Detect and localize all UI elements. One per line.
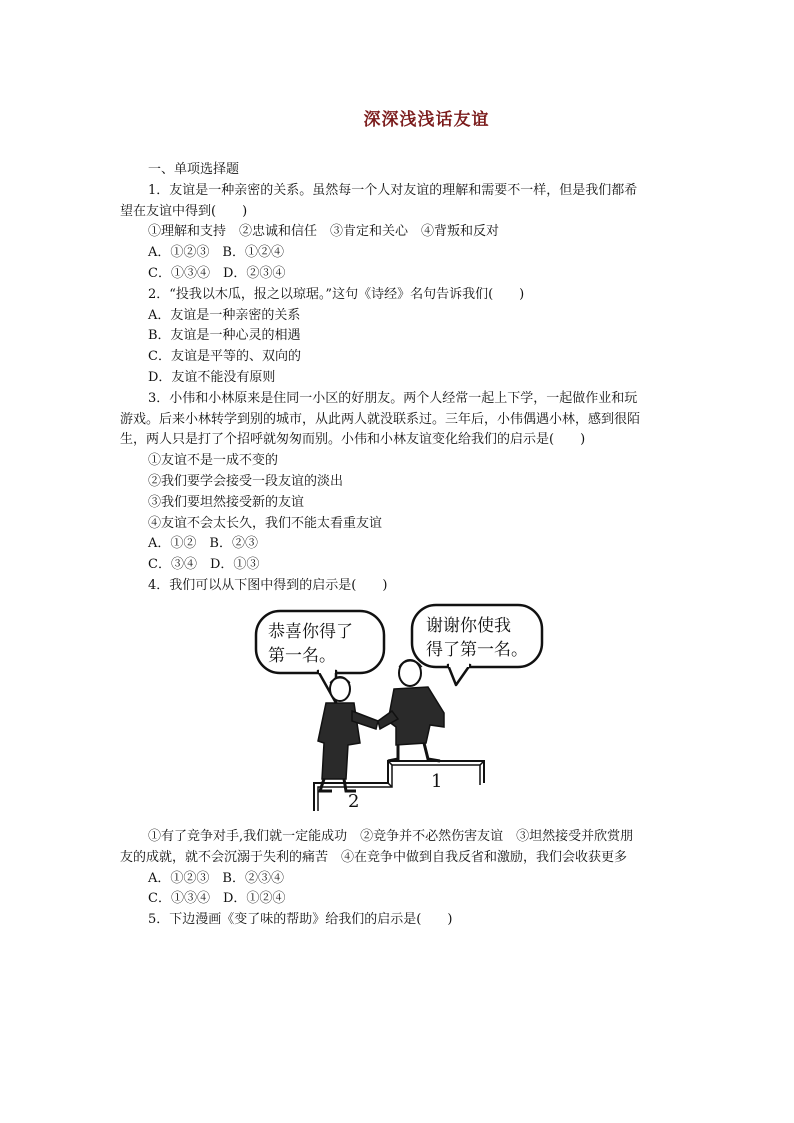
q3-stem-line2: 游戏。后来小林转学到别的城市，从此两人就没联系过。三年后，小伟偶遇小林，感到很陌 (120, 411, 641, 427)
q3-item-4: ④友谊不会太长久，我们不能太看重友谊 (148, 515, 383, 531)
q2-stem: 2．“投我以木瓜，报之以琼琚。”这句《诗经》名句告诉我们( ) (148, 286, 525, 302)
section-heading: 一、单项选择题 (148, 162, 240, 177)
q1-options-row2: C．①③④ D．②③④ (148, 265, 286, 281)
q4-stem: 4．我们可以从下图中得到的启示是( ) (148, 577, 388, 593)
question-section-continued (120, 827, 680, 931)
q2-option-a: A．友谊是一种亲密的关系 (148, 307, 301, 323)
q3-options-row2: C．③④ D．①③ (148, 557, 260, 573)
q2-option-b: B．友谊是一种心灵的相遇 (148, 328, 301, 344)
left-speech-bubble (256, 611, 384, 703)
q4-options-row1: A．①②③ B．②③④ (148, 870, 284, 886)
q3-item-3: ③我们要坦然接受新的友谊 (148, 494, 305, 510)
q3-options-row1: A．①② B．②③ (148, 536, 258, 552)
q1-stem-line2: 望在友谊中得到( ) (120, 203, 248, 219)
q2-option-c: C．友谊是平等的、双向的 (148, 349, 301, 365)
left-person (318, 677, 378, 791)
q1-options-row1: A．①②③ B．①②④ (148, 245, 284, 261)
right-speech-bubble (412, 605, 542, 685)
bubble-left-line2: 第一名。 (268, 646, 336, 666)
q3-stem-line3: 生，两人只是打了个招呼就匆匆而别。小伟和小林友谊变化给我们的启示是( ) (120, 432, 586, 448)
q4-options-row2: C．①③④ D．①②④ (148, 891, 286, 907)
q3-item-1: ①友谊不是一成不变的 (148, 453, 279, 469)
q3-item-2: ②我们要学会接受一段友谊的淡出 (148, 473, 344, 489)
podium-step-2: 2 (348, 791, 360, 811)
q4-items-line2: 友的成就，就不会沉溺于失利的痛苦 ④在竞争中做到自我反省和激励，我们会收获更多 (120, 849, 628, 865)
podium-step-1: 1 (431, 771, 443, 792)
q1-stem-line1: 1．友谊是一种亲密的关系。虽然每一个人对友谊的理解和需要不一样，但是我们都希 (148, 182, 638, 198)
bubble-right-line1: 谢谢你使我 (426, 616, 511, 636)
q2-option-d: D．友谊不能没有原则 (148, 369, 276, 385)
q4-cartoon-figure (248, 603, 544, 811)
q4-items-line1: ①有了竞争对手,我们就一定能成功 ②竞争并不必然伤害友谊 ③坦然接受并欣赏朋 (148, 829, 634, 844)
q1-items: ①理解和支持 ②忠诚和信任 ③肯定和关心 ④背叛和反对 (148, 224, 500, 240)
page-title: 深深浅浅话友谊 (363, 110, 490, 130)
right-person (378, 660, 444, 761)
q3-stem-line1: 3．小伟和小林原来是住同一小区的好朋友。两个人经常一起上下学，一起做作业和玩 (148, 390, 638, 406)
bubble-left-line1: 恭喜你得了 (268, 622, 353, 642)
bubble-right-line2: 得了第一名。 (426, 640, 528, 660)
q5-stem: 5．下边漫画《变了味的帮助》给我们的启示是( ) (148, 912, 453, 928)
question-section (120, 160, 680, 597)
